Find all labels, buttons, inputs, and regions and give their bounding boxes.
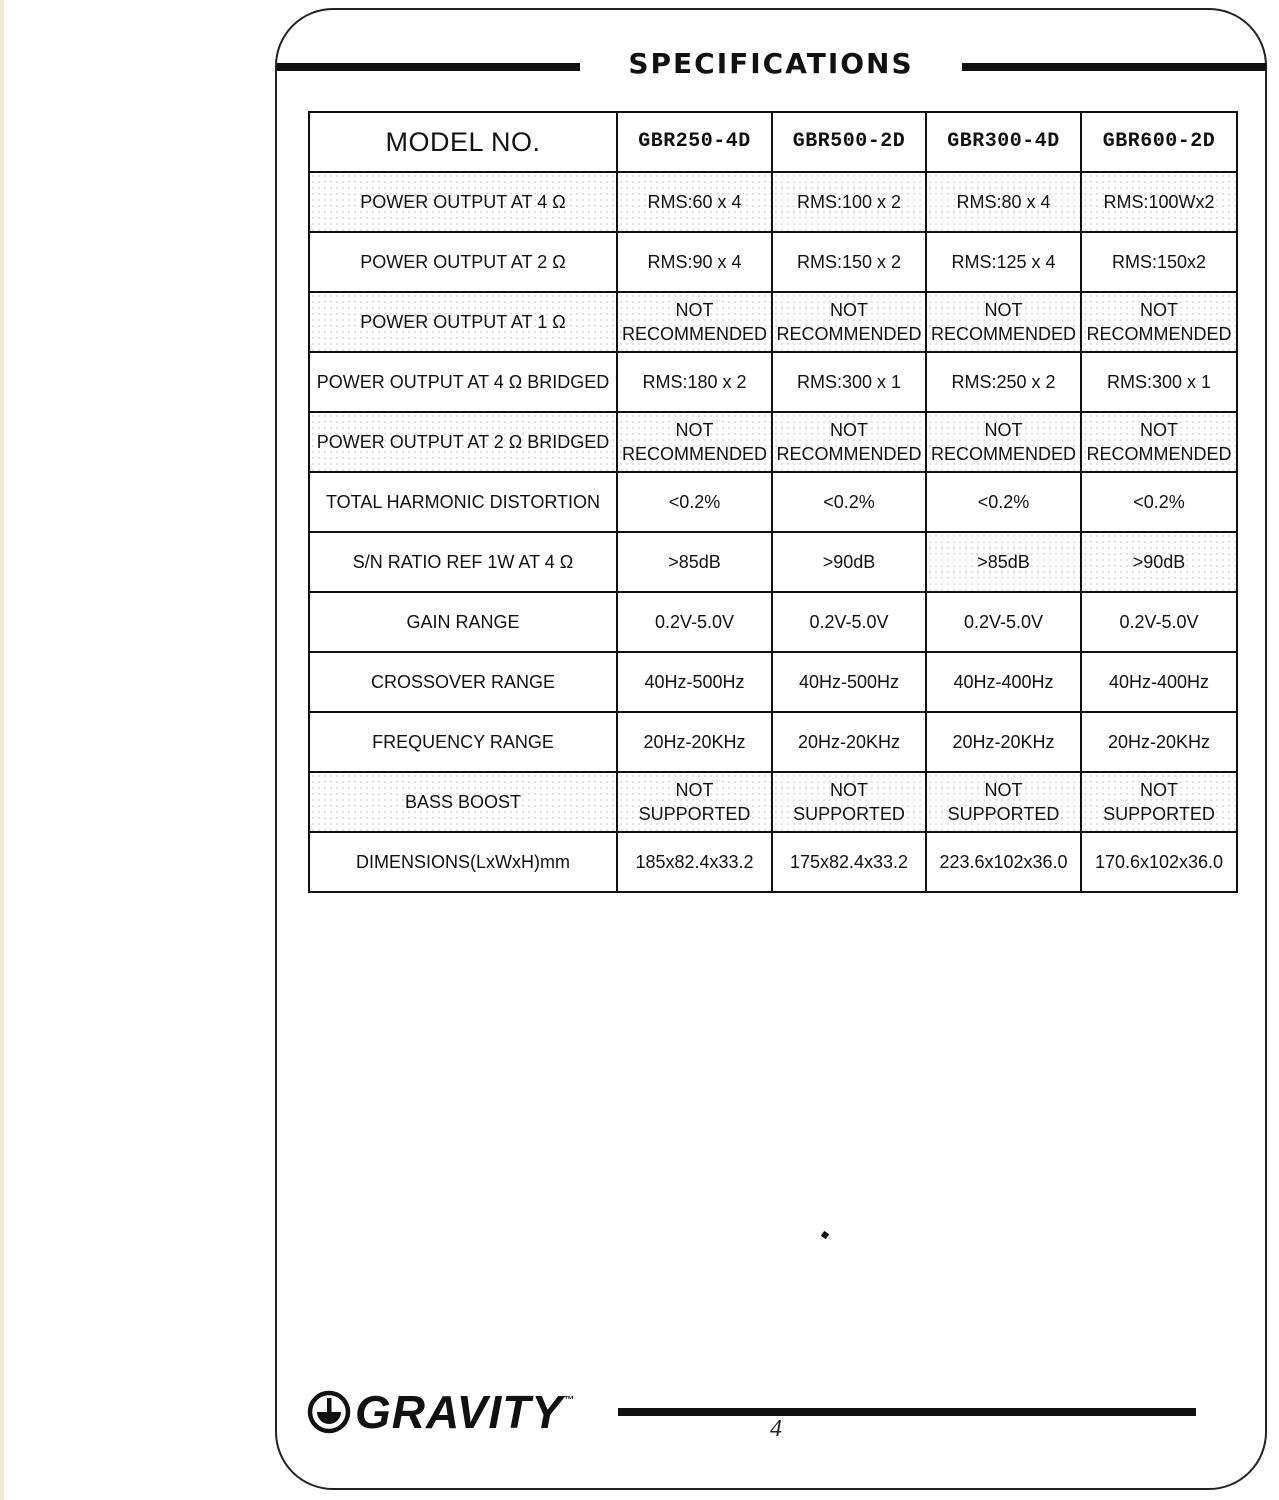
table-row [309, 592, 1237, 652]
table-cell: 20Hz-20KHz [772, 712, 926, 772]
table-cell: 20Hz-20KHz [1081, 712, 1237, 772]
table-cell: >85dB [617, 532, 772, 592]
table-row [309, 712, 1237, 772]
table-cell: RMS:300 x 1 [772, 352, 926, 412]
table-cell: RMS:60 x 4 [617, 172, 772, 232]
table-cell: 0.2V-5.0V [772, 592, 926, 652]
table-row [309, 232, 1237, 292]
table-cell: 0.2V-5.0V [617, 592, 772, 652]
table-cell: 185x82.4x33.2 [617, 832, 772, 892]
table-cell: NOT SUPPORTED [926, 772, 1081, 832]
table-cell: 0.2V-5.0V [926, 592, 1081, 652]
trademark-symbol: ™ [564, 1395, 575, 1406]
table-cell: NOT RECOMMENDED [926, 292, 1081, 352]
page-number: 4 [770, 1416, 782, 1442]
table-cell: RMS:300 x 1 [1081, 352, 1237, 412]
table-row [309, 652, 1237, 712]
row-label: BASS BOOST [309, 772, 617, 832]
header-rule-right [962, 63, 1267, 71]
table-cell: <0.2% [617, 472, 772, 532]
table-cell: 20Hz-20KHz [926, 712, 1081, 772]
model-column-header: GBR500-2D [772, 112, 926, 172]
table-cell: NOT RECOMMENDED [1081, 292, 1237, 352]
table-cell: NOT SUPPORTED [1081, 772, 1237, 832]
table-cell: RMS:150x2 [1081, 232, 1237, 292]
table-cell: RMS:100 x 2 [772, 172, 926, 232]
table-row [309, 532, 1237, 592]
table-cell: 40Hz-400Hz [926, 652, 1081, 712]
gravity-logo-icon [307, 1390, 351, 1434]
row-label: POWER OUTPUT AT 2 Ω BRIDGED [309, 412, 617, 472]
row-label: GAIN RANGE [309, 592, 617, 652]
table-cell: RMS:90 x 4 [617, 232, 772, 292]
model-column-header: GBR300-4D [926, 112, 1081, 172]
table-cell: RMS:150 x 2 [772, 232, 926, 292]
table-cell: >90dB [772, 532, 926, 592]
table-cell: RMS:125 x 4 [926, 232, 1081, 292]
table-cell: RMS:80 x 4 [926, 172, 1081, 232]
row-label: DIMENSIONS(LxWxH)mm [309, 832, 617, 892]
table-cell: <0.2% [926, 472, 1081, 532]
table-cell: 223.6x102x36.0 [926, 832, 1081, 892]
table-cell: NOT RECOMMENDED [926, 412, 1081, 472]
table-row [309, 412, 1237, 472]
table-cell: NOT SUPPORTED [617, 772, 772, 832]
row-label: POWER OUTPUT AT 4 Ω [309, 172, 617, 232]
row-label: S/N RATIO REF 1W AT 4 Ω [309, 532, 617, 592]
table-cell: RMS:250 x 2 [926, 352, 1081, 412]
table-cell: 40Hz-500Hz [772, 652, 926, 712]
model-number-header: MODEL NO. [309, 112, 617, 172]
table-cell: RMS:100Wx2 [1081, 172, 1237, 232]
table-cell: 0.2V-5.0V [1081, 592, 1237, 652]
brand-name: GRAVITY [355, 1386, 564, 1438]
row-label: CROSSOVER RANGE [309, 652, 617, 712]
table-header-row [309, 112, 1237, 172]
table-row [309, 772, 1237, 832]
brand-logo [307, 1385, 574, 1439]
model-column-header: GBR600-2D [1081, 112, 1237, 172]
page-title: SPECIFICATIONS [628, 47, 914, 80]
table-row [309, 292, 1237, 352]
table-cell: RMS:180 x 2 [617, 352, 772, 412]
table-cell: >85dB [926, 532, 1081, 592]
table-cell: 40Hz-500Hz [617, 652, 772, 712]
row-label: FREQUENCY RANGE [309, 712, 617, 772]
table-cell: NOT SUPPORTED [772, 772, 926, 832]
table-cell: 170.6x102x36.0 [1081, 832, 1237, 892]
table-cell: NOT RECOMMENDED [617, 292, 772, 352]
row-label: POWER OUTPUT AT 2 Ω [309, 232, 617, 292]
row-label: TOTAL HARMONIC DISTORTION [309, 472, 617, 532]
footer-rule [618, 1408, 1196, 1416]
row-label: POWER OUTPUT AT 4 Ω BRIDGED [309, 352, 617, 412]
table-cell: NOT RECOMMENDED [617, 412, 772, 472]
table-cell: 40Hz-400Hz [1081, 652, 1237, 712]
table-cell: <0.2% [1081, 472, 1237, 532]
table-cell: >90dB [1081, 532, 1237, 592]
table-cell: <0.2% [772, 472, 926, 532]
model-column-header: GBR250-4D [617, 112, 772, 172]
table-row [309, 832, 1237, 892]
header-rule-left [277, 63, 580, 71]
row-label: POWER OUTPUT AT 1 Ω [309, 292, 617, 352]
page-edge-strip [0, 0, 4, 1500]
table-cell: 20Hz-20KHz [617, 712, 772, 772]
table-cell: 175x82.4x33.2 [772, 832, 926, 892]
table-cell: NOT RECOMMENDED [1081, 412, 1237, 472]
table-row [309, 172, 1237, 232]
table-row [309, 352, 1237, 412]
table-row [309, 472, 1237, 532]
table-cell: NOT RECOMMENDED [772, 292, 926, 352]
specifications-table [308, 111, 1238, 893]
table-cell: NOT RECOMMENDED [772, 412, 926, 472]
